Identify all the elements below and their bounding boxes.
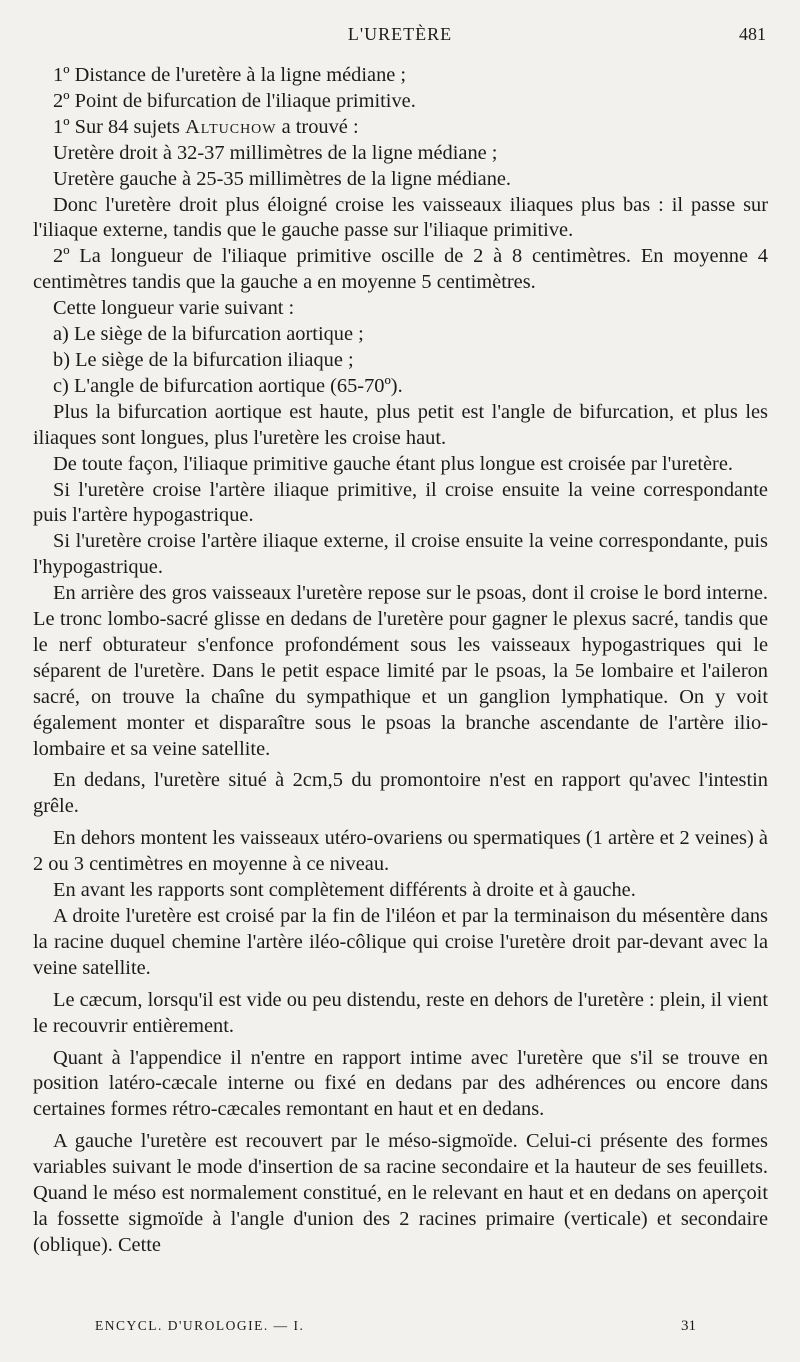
paragraph: En avant les rapports sont complètement différents à droite et à gauche. bbox=[53, 879, 636, 902]
footer-signature: ENCYCL. D'UROLOGIE. — I. bbox=[95, 1318, 305, 1333]
paragraph: 1º Distance de l'uretère à la ligne médiane ; bbox=[53, 64, 407, 86]
paragraph: A gauche l'uretère est recouvert par le méso-sigmoïde. Celui-ci présente des formes variables suivant le mode d'insertion de sa racine secondaire et la hauteur de ses feuillets. Quand le méso est normalement constitué, en le relevant en haut et en dedans on aperçoit la fossette sigmoïde à l'angle d'union des 2 racines primaire (verticale) et secondaire (oblique). Cette bbox=[33, 1130, 768, 1256]
paragraph: 2º Point de bifurcation de l'iliaque primitive. bbox=[53, 89, 416, 112]
paragraph: c) L'angle de bifurcation aortique (65-70º). bbox=[53, 374, 403, 397]
page-number: 481 bbox=[739, 24, 766, 44]
paragraph: b) Le siège de la bifurcation iliaque ; bbox=[53, 348, 354, 371]
page-footer bbox=[0, 1318, 800, 1340]
paragraph: En dedans, l'uretère situé à 2cm,5 du promontoire n'est en rapport qu'avec l'intestin grêle. bbox=[33, 769, 768, 818]
paragraph: Le cæcum, lorsqu'il est vide ou peu distendu, reste en dehors de l'uretère : plein, il vient le recouvrir entièrement. bbox=[33, 988, 768, 1037]
paragraph: Quant à l'appendice il n'entre en rapport intime avec l'uretère que s'il se trouve en position latéro-cæcale interne ou fixé en dedans par des adhérences ou encore dans certaines formes rétro-cæcales remontant en haut et en dedans. bbox=[33, 1046, 768, 1121]
paragraph: Plus la bifurcation aortique est haute, plus petit est l'angle de bifurcation, et plus les iliaques sont longues, plus l'uretère les croise haut. bbox=[33, 400, 768, 449]
paragraph: Uretère gauche à 25-35 millimètres de la ligne médiane. bbox=[53, 167, 512, 190]
body-text bbox=[33, 63, 768, 1259]
paragraph: En arrière des gros vaisseaux l'uretère repose sur le psoas, dont il croise le bord interne. Le tronc lombo-sacré glisse en dedans de l'uretère pour gagner le plexus sacré, tandis que le nerf obturateur s'enfonce profondément sous les vaisseaux hypogastriques qui le séparent de l'uretère. Dans le petit espace limité par le psoas, la 5e lombaire et l'aileron sacré, on trouve la chaîne du sympathique et un ganglion lymphatique. On y voit également monter et disparaître sous le psoas la branche ascendante de l'artère ilio-lombaire et sa veine satellite. bbox=[33, 582, 768, 760]
paragraph: 2º La longueur de l'iliaque primitive oscille de 2 à 8 centimètres. En moyenne 4 centimètres tandis que la gauche a en moyenne 5 centimètres. bbox=[33, 245, 768, 294]
author-name: Altuchow bbox=[185, 115, 277, 138]
paragraph: 1º Sur 84 sujets Altuchow a trouvé : bbox=[53, 115, 359, 138]
paragraph: Donc l'uretère droit plus éloigné croise les vaisseaux iliaques plus bas : il passe sur l'iliaque externe, tandis que le gauche passe sur l'iliaque primitive. bbox=[33, 193, 768, 242]
chapter-title: L'URETÈRE bbox=[347, 24, 453, 44]
paragraph: Cette longueur varie suivant : bbox=[53, 297, 295, 320]
paragraph: Uretère droit à 32-37 millimètres de la ligne médiane ; bbox=[53, 141, 498, 164]
paragraph: Si l'uretère croise l'artère iliaque primitive, il croise ensuite la veine correspondante puis l'artère hypogastrique. bbox=[33, 478, 768, 527]
paragraph: a) Le siège de la bifurcation aortique ; bbox=[53, 323, 364, 346]
footer-sheet-number: 31 bbox=[681, 1318, 696, 1334]
paragraph: A droite l'uretère est croisé par la fin de l'iléon et par la terminaison du mésentère dans la racine duquel chemine l'artère iléo-côlique qui croise l'uretère droit par-devant avec la veine satellite. bbox=[33, 905, 768, 979]
paragraph: Si l'uretère croise l'artère iliaque externe, il croise ensuite la veine correspondante, puis l'hypogastrique. bbox=[33, 530, 768, 579]
running-head bbox=[0, 24, 800, 50]
paragraph: En dehors montent les vaisseaux utéro-ovariens ou spermatiques (1 artère et 2 veines) à 2 ou 3 centimètres en moyenne à ce niveau. bbox=[33, 827, 768, 876]
paragraph: De toute façon, l'iliaque primitive gauche étant plus longue est croisée par l'uretère. bbox=[53, 452, 733, 475]
